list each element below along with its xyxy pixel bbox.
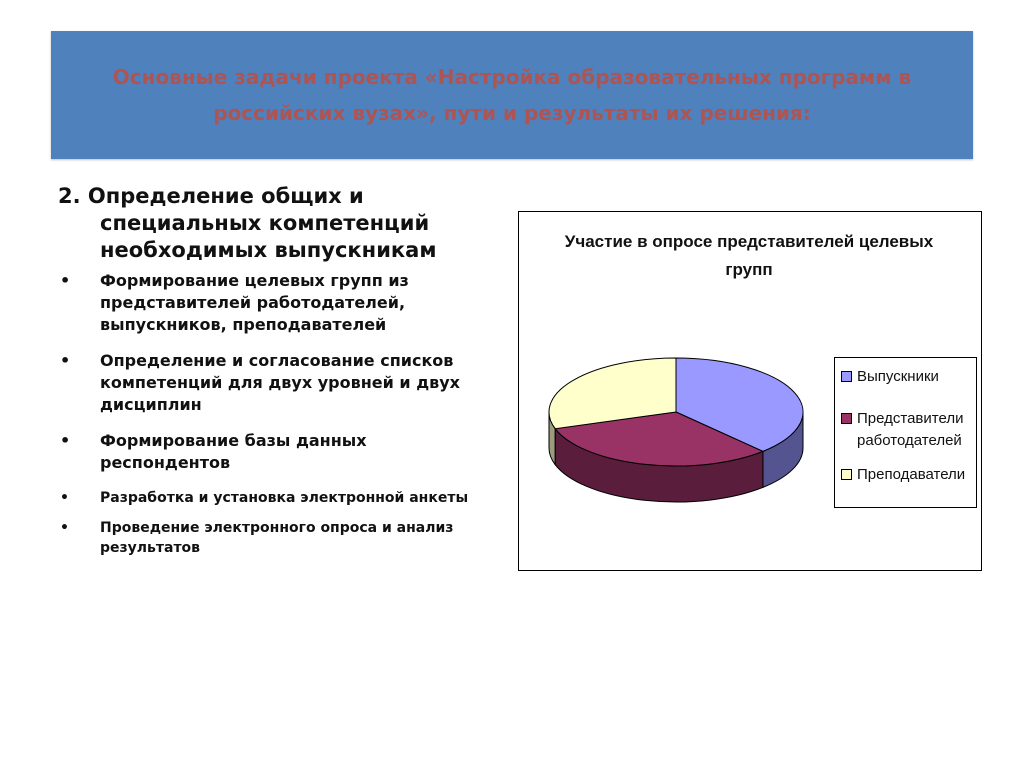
legend-item xyxy=(841,408,972,452)
title-banner xyxy=(51,31,973,159)
list-item-text: Формирование базы данных респондентов xyxy=(100,431,367,472)
list-item-text: Определение и согласование списков компетенций для двух уровней и двух дисциплин xyxy=(100,351,460,414)
bullet-icon: • xyxy=(60,271,71,290)
list-item xyxy=(58,488,498,508)
legend-label: Выпускники xyxy=(857,368,939,385)
legend-swatch xyxy=(841,413,852,424)
legend-swatch xyxy=(841,371,852,382)
bullet-icon: • xyxy=(60,520,69,536)
chart-title: Участие в опросе представителей целевых групп xyxy=(564,232,934,279)
chart-legend xyxy=(834,357,977,508)
bullet-icon: • xyxy=(60,351,71,370)
legend-item xyxy=(841,366,972,388)
bullet-icon: • xyxy=(60,490,69,506)
task-list xyxy=(58,270,498,558)
slide-title: Основные задачи проекта «Настройка образовательных программ в российских вузах», пути и результаты их решения: xyxy=(112,65,912,125)
list-item xyxy=(58,430,498,474)
legend-label: Преподаватели xyxy=(857,466,966,483)
list-item xyxy=(58,270,498,336)
chart-frame xyxy=(518,211,982,571)
legend-swatch xyxy=(841,469,852,480)
bullet-icon: • xyxy=(60,431,71,450)
list-item-text: Разработка и установка электронной анкеты xyxy=(100,490,469,506)
content-area xyxy=(58,183,498,568)
list-item-text: Проведение электронного опроса и анализ результатов xyxy=(100,520,454,556)
section-title: 2. Определение общих и специальных компетенций необходимых выпускникам xyxy=(58,184,437,262)
list-item xyxy=(58,350,498,416)
list-item-text: Формирование целевых групп из представителей работодателей, выпускников, преподавателей xyxy=(100,271,409,334)
legend-item xyxy=(841,464,972,486)
legend-label: Представители работодателей xyxy=(857,410,964,449)
list-item xyxy=(58,518,498,558)
